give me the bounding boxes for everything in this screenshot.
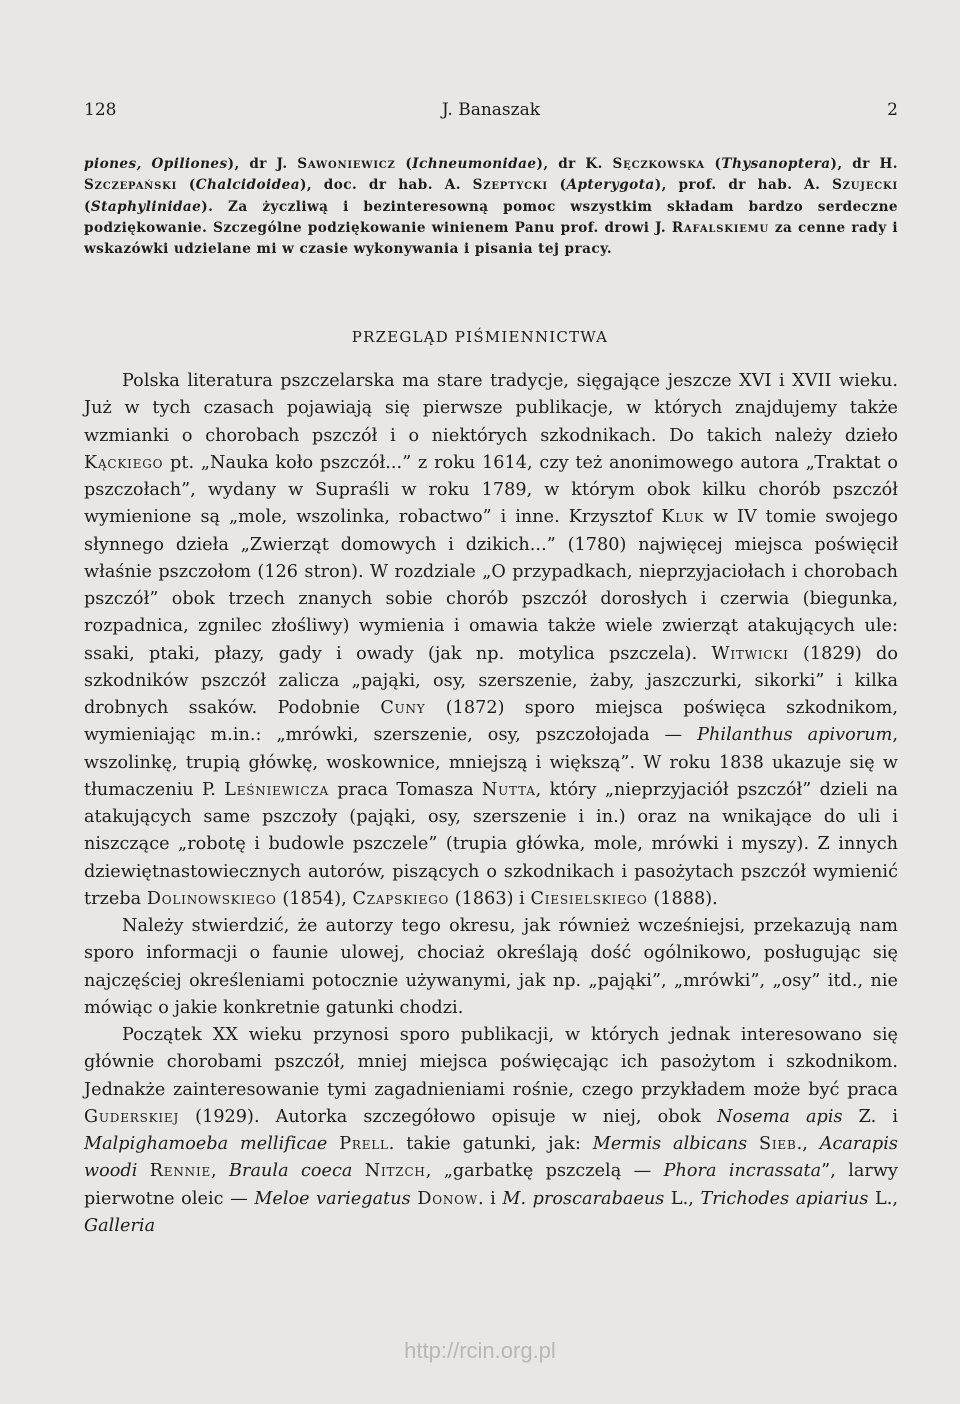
text-run: (1888). [647, 888, 718, 909]
author-name: Donow [417, 1188, 478, 1209]
text-run: , [211, 1161, 230, 1182]
text-run: Polska literatura pszczelarska ma stare tradycje, sięgające jeszcze XVI i XVII wieku. Już w tych czasach pojawiają się pierwsze publikacje, w których znajdujemy także wzmianki o chorobach pszczół i o niektórych szkodnikach. Do takich należy dzieło [84, 371, 898, 446]
text-run: , który „nieprzyjaciół pszczół” dzieli na atakujących same pszczoły (pająki, osy, szerszenie i in.) oraz na wnikające do uli i niszczące „robotę i budowle pszczele” (trupia główka, mole, mrówki i myszy). Z innych dziewiętnastowiecznych autorów, piszących o szkodnikach i pasożytach pszczół wymienić trzeba [84, 779, 898, 909]
author-name: Szczepański [84, 177, 178, 194]
author-name: Kąckiego [84, 452, 164, 473]
section-heading: PRZEGLĄD PIŚMIENNICTWA [351, 328, 609, 346]
author-name: Witwicki [711, 643, 789, 664]
text-run: ). Za życzliwą i bezinteresowną pomoc wszystkim składam bardzo serdeczne podziękowanie. Szczególne podziękowanie winienem Panu prof. drowi J. [84, 198, 898, 236]
author-name: Cuny [380, 698, 426, 718]
watermark-url: http://rcin.org.pl [404, 1338, 556, 1363]
text-run [137, 1161, 149, 1181]
text-run: , „garbatkę pszczelą — [425, 1161, 664, 1182]
text-run: L., [868, 1188, 899, 1209]
taxon-name: Apterygota [566, 177, 655, 194]
text-run: . takie gatunki, jak: [388, 1134, 593, 1154]
text-run: (1829) do szkodników pszczół zalicza „pająki, osy, szerszenie, żaby, jaszczurki, sikorki” i kilka drobnych ssaków. Podobnie [84, 643, 898, 718]
taxon-name: Chalcidoidea [195, 177, 300, 194]
paragraph-1 [84, 368, 898, 913]
text-run [327, 1134, 339, 1154]
text-run: ), dr K. [536, 156, 613, 172]
author-name: Rafalskiemu [671, 219, 770, 236]
text-run [352, 1161, 364, 1181]
text-run: ., [796, 1134, 820, 1154]
author-name: Prell [339, 1134, 389, 1154]
taxon-name: Malpighamoeba mellificae [84, 1134, 328, 1154]
text-run: L., [664, 1188, 701, 1209]
author-name: Czapskiego [352, 888, 450, 909]
taxon-name: Trichodes apiarius [700, 1188, 869, 1209]
text-run: (1872) sporo miejsca poświęca szkodnikom, wymieniając m.in.: „mrówki, szerszenie, osy, pszczołojada — [84, 698, 898, 746]
taxon-name: Mermis albicans [592, 1134, 748, 1154]
taxon-name: Braula coeca [229, 1161, 353, 1182]
author-name: Ciesielskiego [530, 888, 648, 909]
text-run [747, 1134, 759, 1154]
paragraph-3 [84, 1022, 898, 1240]
body-text [84, 368, 898, 1240]
text-run: Początek XX wieku przynosi sporo publikacji, w których jednak interesowano się głównie chorobami pszczół, mniej miejsca poświęcając ich pasożytom i szkodnikom. Jednakże zainteresowanie tymi zagadnieniami rośnie, czego przykładem może być praca [84, 1025, 898, 1100]
author-name: Szeptycki [472, 177, 548, 194]
acknowledgements-paragraph [84, 154, 898, 260]
text-run: ( [704, 156, 722, 172]
text-run: (1929). Autorka szczegółowo opisuje w niej, obok [179, 1106, 717, 1127]
taxon-name: Meloe variegatus [254, 1188, 411, 1209]
taxon-name: piones, Opiliones [84, 156, 228, 172]
taxon-name: Phora incrassata [663, 1161, 822, 1182]
author-name: Rennie [149, 1161, 212, 1182]
text-run: praca Tomasza [328, 779, 482, 800]
taxon-name: Acarapis woodi [84, 1134, 898, 1182]
taxon-name: Ichneumonidae [412, 156, 537, 172]
text-run: ( [177, 177, 196, 194]
text-run: ), doc. dr hab. A. [299, 177, 473, 194]
author-name: Dolinowskiego [146, 888, 277, 909]
text-run: w IV tomie swojego słynnego dzieła „Zwierząt domowych i dzikich...” (1780) najwięcej miejsca poświęcił właśnie pszczołom (126 stron). W rozdziale „O przypadkach, nieprzyjaciołach i chorobach pszczół” obok trzech znanych sobie chorób pszczół dorosłych i czerwia (biegunka, rozpadnica, zgnilec złośliwy) wymienia i omawia także wiele zwierząt atakujących ule: ssaki, ptaki, płazy, gady i owady (jak np. motylica pszczela). [84, 507, 898, 664]
running-header [84, 100, 898, 126]
author-name: Sęczkowska [612, 156, 705, 172]
paragraph-2: Należy stwierdzić, że autorzy tego okresu, jak również wcześniejsi, przekazują nam sporo informacji o faunie ulowej, chociaż określają dość ogólnikowo, posługując się najczęściej określeniami potocznie używanymi, jak np. „pająki”, „mrówki”, „osy” itd., nie mówiąc o jakie konkretnie gatunki chodzi. [84, 916, 898, 1018]
text-run: ), dr J. [227, 156, 298, 172]
text-run: ( [547, 177, 567, 194]
author-name: Kluk [661, 507, 705, 528]
text-run: . i [477, 1188, 503, 1209]
text-run: ( [84, 198, 91, 215]
text-run: (1854), [276, 888, 353, 909]
issue-number: 2 [887, 100, 898, 120]
text-run: ), prof. dr hab. A. [654, 177, 833, 194]
taxon-name: Galleria [84, 1215, 156, 1236]
taxon-name: Nosema apis [717, 1106, 843, 1127]
text-run: ), dr H. [830, 156, 898, 172]
taxon-name: Philanthus apivorum [697, 725, 893, 746]
taxon-name: Thysanoptera [721, 156, 831, 172]
author-name: Guderskiej [84, 1106, 180, 1127]
text-run: ( [395, 156, 413, 172]
text-run: ”, larwy pierwotne oleic — [84, 1161, 898, 1209]
text-run: (1863) i [449, 888, 531, 909]
author-name: Nitzch [364, 1161, 426, 1182]
page-number: 128 [84, 100, 117, 120]
text-run: pt. „Nauka koło pszczół...” z roku 1614, czy też anonimowego autora „Traktat o pszczołach”, wydany w Supraśli w roku 1789, w którym obok kilku chorób pszczół wymienione są „mole, wszolinka, robactwo” i inne. Krzysztof [84, 452, 898, 528]
text-run: za cenne rady i wskazówki udzielane mi w czasie wykonywania i pisania tej pracy. [84, 219, 898, 258]
author-name: Leśniewicza [224, 779, 329, 800]
author-name: Szujecki [832, 177, 898, 194]
author-name: Sieb [759, 1134, 797, 1154]
text-run: , wszolinkę, trupią główkę, woskownice, mniejszą i większą”. W roku 1838 ukazuje się w tłumaczeniu P. [84, 725, 898, 800]
taxon-name: M. proscarabaeus [502, 1188, 665, 1209]
author-name: Sawoniewicz [297, 156, 396, 172]
text-run: Z. i [842, 1106, 898, 1127]
author-name: Nutta [481, 779, 536, 800]
taxon-name: Staphylinidae [90, 198, 202, 215]
running-title: J. Banaszak [441, 100, 541, 120]
